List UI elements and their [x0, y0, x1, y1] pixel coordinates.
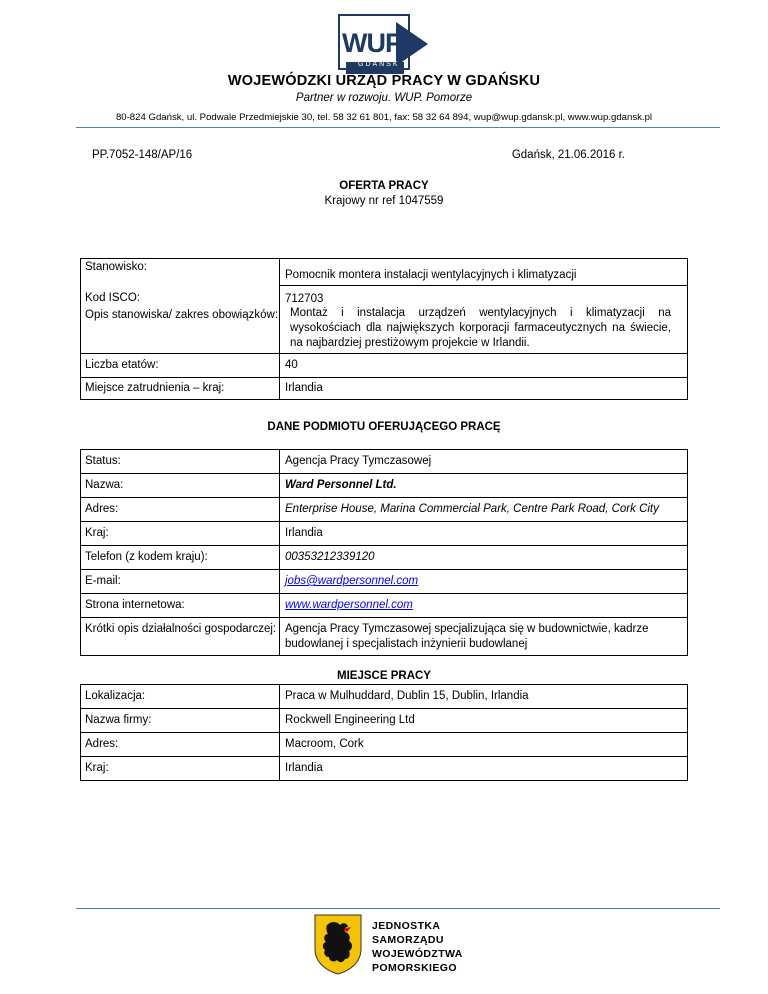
table-row: [81, 498, 688, 522]
organization-tagline: Partner w rozwoju. WUP. Pomorze: [295, 92, 473, 104]
employer-value-phone: 00353212339120: [280, 546, 688, 570]
job-value-positions-count: 40: [280, 354, 688, 378]
footer-line: JEDNOSTKA: [372, 920, 441, 932]
table-row: [81, 594, 688, 618]
footer-line: WOJEWÓDZTWA: [372, 948, 463, 960]
workplace-section-title: MIEJSCE PRACY: [337, 670, 431, 682]
offer-reference-number: Krajowy nr ref 1047559: [324, 195, 444, 207]
table-row: [81, 618, 688, 656]
table-row: [81, 570, 688, 594]
logo-text: WUP: [342, 28, 402, 58]
header-divider: [76, 127, 720, 128]
workplace-value-location: Praca w Mulhuddard, Dublin 15, Dublin, Irlandia: [280, 685, 688, 709]
employer-value-description: Agencja Pracy Tymczasowej specjalizująca się w budownictwie, kadrze budowlanej i specjalistach inżynierii budowlanej: [280, 618, 688, 656]
table-row: [81, 733, 688, 757]
employer-label-phone: Telefon (z kodem kraju):: [81, 546, 280, 570]
workplace-label-company: Nazwa firmy:: [81, 709, 280, 733]
job-table: [80, 258, 688, 400]
table-row: [81, 757, 688, 781]
table-row: [81, 546, 688, 570]
table-row: [81, 474, 688, 498]
griffin-crest-icon: [313, 913, 363, 975]
workplace-label-address: Adres:: [81, 733, 280, 757]
workplace-value-address: Macroom, Cork: [280, 733, 688, 757]
workplace-value-company: Rockwell Engineering Ltd: [280, 709, 688, 733]
employer-label-email: E-mail:: [81, 570, 280, 594]
employer-label-website: Strona internetowa:: [81, 594, 280, 618]
logo-subtext: GDANSK: [358, 61, 400, 68]
workplace-value-country: Irlandia: [280, 757, 688, 781]
table-row: [81, 709, 688, 733]
job-value-isco: 712703: [280, 286, 688, 307]
employer-label-address: Adres:: [81, 498, 280, 522]
organization-address: 80-824 Gdańsk, ul. Podwale Przedmiejskie 30, tel. 58 32 61 801, fax: 58 32 64 894, wup@wup.gdansk.pl, www.wup.gdansk.pl: [115, 112, 653, 123]
employer-website-link[interactable]: www.wardpersonnel.com: [285, 599, 413, 611]
employer-value-country: Irlandia: [280, 522, 688, 546]
table-row: [81, 378, 688, 400]
job-value-country: Irlandia: [280, 378, 688, 400]
job-label-positions-count: Liczba etatów:: [81, 354, 280, 378]
table-row: [81, 306, 688, 354]
job-label-isco: Kod ISCO:: [81, 286, 280, 307]
workplace-label-country: Kraj:: [81, 757, 280, 781]
footer-text-block: [372, 919, 463, 975]
workplace-label-location: Lokalizacja:: [81, 685, 280, 709]
employer-value-status: Agencja Pracy Tymczasowej: [280, 450, 688, 474]
employer-label-name: Nazwa:: [81, 474, 280, 498]
job-value-description: Montaż i instalacja urządzeń wentylacyjnych i klimatyzacji na wysokościach dla największych korporacji farmaceutycznych na świecie, na najbardziej prestiżowym projekcie w Irlandii.: [280, 306, 688, 354]
job-label-country: Miejsce zatrudnienia – kraj:: [81, 378, 280, 400]
footer-line: SAMORZĄDU: [372, 934, 444, 946]
table-row: [81, 522, 688, 546]
organization-name: WOJEWÓDZKI URZĄD PRACY W GDAŃSKU: [227, 73, 541, 89]
document-date: Gdańsk, 21.06.2016 r.: [511, 149, 625, 161]
table-row: [81, 450, 688, 474]
table-row: [81, 685, 688, 709]
document-reference: PP.7052-148/AP/16: [92, 149, 193, 161]
employer-label-country: Kraj:: [81, 522, 280, 546]
document-title: OFERTA PRACY: [339, 180, 429, 192]
employer-table: [80, 449, 688, 656]
employer-section-title: DANE PODMIOTU OFERUJĄCEGO PRACĘ: [267, 421, 501, 433]
footer-line: POMORSKIEGO: [372, 962, 457, 974]
job-label-position: Stanowisko:: [81, 259, 280, 286]
table-row: [81, 354, 688, 378]
job-label-description: Opis stanowiska/ zakres obowiązków:: [81, 306, 280, 354]
employer-value-name: Ward Personnel Ltd.: [280, 474, 688, 498]
wup-logo: [338, 14, 430, 82]
table-row: [81, 259, 688, 286]
employer-email-link[interactable]: jobs@wardpersonnel.com: [285, 575, 419, 587]
employer-value-address: Enterprise House, Marina Commercial Park, Centre Park Road, Cork City: [280, 498, 688, 522]
table-row: [81, 286, 688, 307]
employer-label-status: Status:: [81, 450, 280, 474]
job-value-position: Pomocnik montera instalacji wentylacyjnych i klimatyzacji: [280, 259, 688, 286]
employer-label-description: Krótki opis działalności gospodarczej:: [81, 618, 280, 656]
footer-divider: [76, 908, 720, 909]
workplace-table: [80, 684, 688, 781]
